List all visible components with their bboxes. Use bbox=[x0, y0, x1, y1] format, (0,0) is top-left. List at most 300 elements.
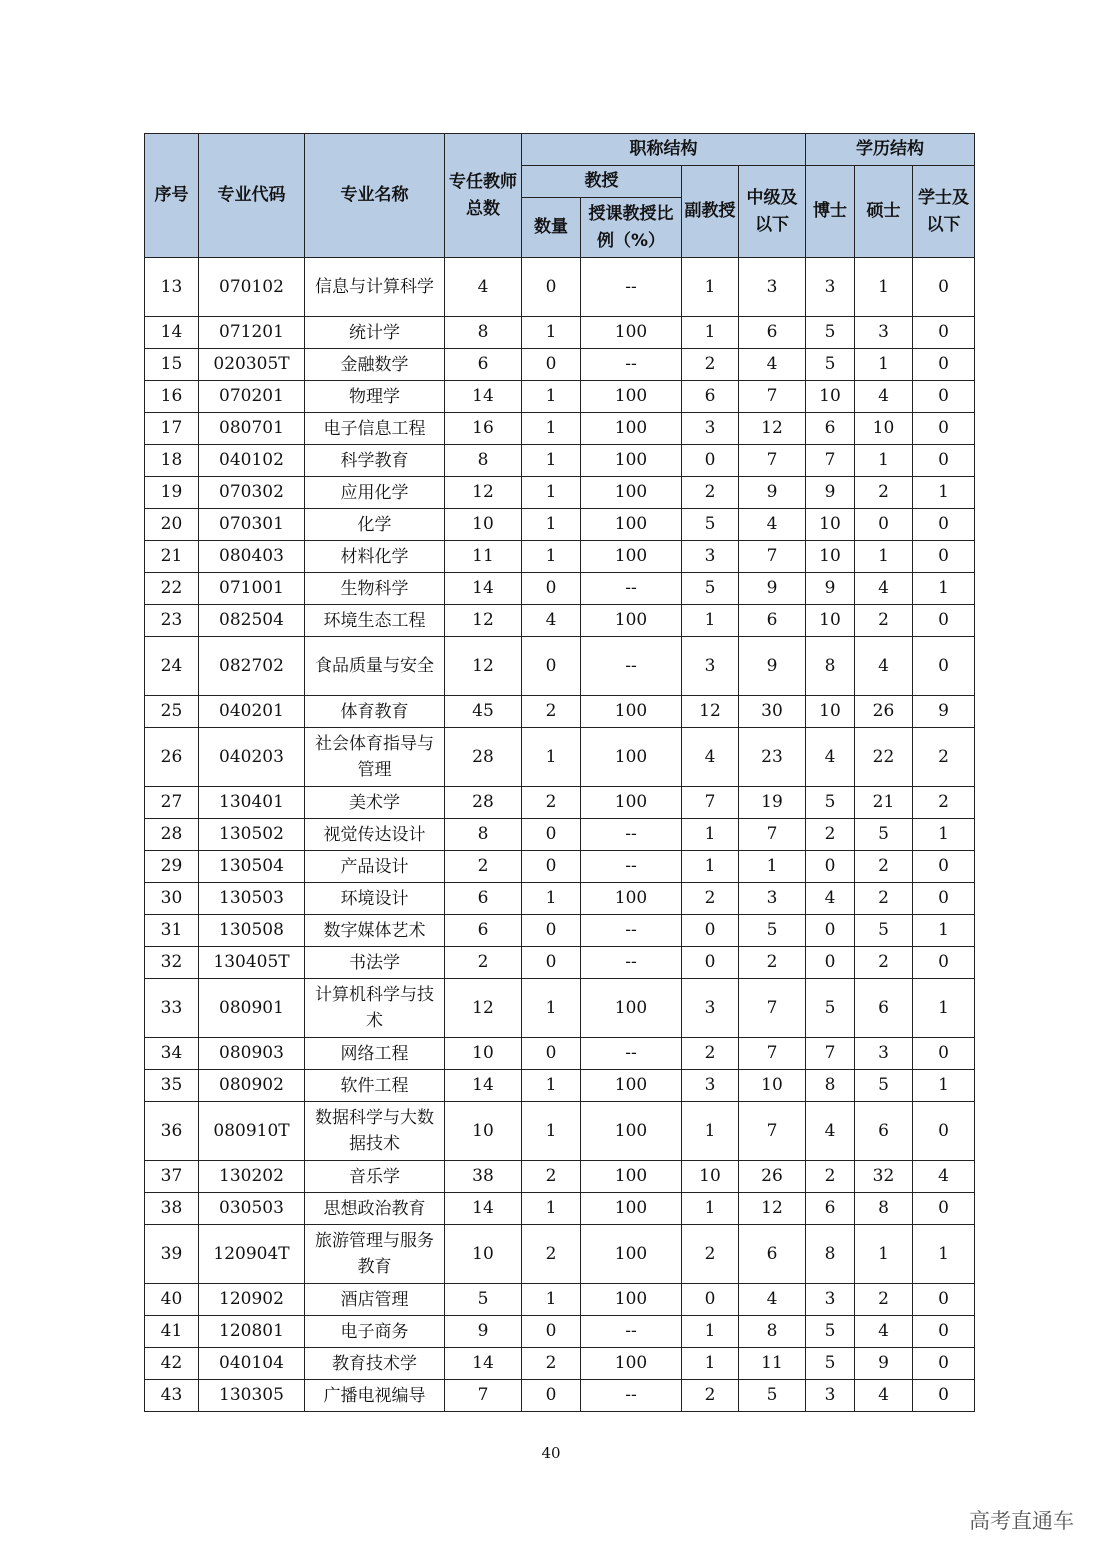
seq-cell: 29 bbox=[145, 851, 199, 883]
total-cell: 6 bbox=[445, 883, 522, 915]
master-cell: 3 bbox=[855, 1038, 913, 1070]
name-cell: 音乐学 bbox=[305, 1161, 445, 1193]
prof-count-cell: 2 bbox=[522, 787, 581, 819]
code-cell: 130508 bbox=[199, 915, 305, 947]
seq-cell: 30 bbox=[145, 883, 199, 915]
code-cell: 130305 bbox=[199, 1380, 305, 1412]
header-prof-ratio: 授课教授比例（%） bbox=[581, 198, 682, 258]
assoc-cell: 3 bbox=[682, 979, 739, 1038]
seq-cell: 15 bbox=[145, 349, 199, 381]
total-cell: 10 bbox=[445, 1038, 522, 1070]
total-cell: 10 bbox=[445, 509, 522, 541]
prof-ratio-cell: 100 bbox=[581, 381, 682, 413]
seq-cell: 17 bbox=[145, 413, 199, 445]
header-title-struct: 职称结构 bbox=[522, 134, 806, 166]
bachelor-cell: 0 bbox=[913, 1348, 975, 1380]
phd-cell: 5 bbox=[806, 1348, 855, 1380]
seq-cell: 20 bbox=[145, 509, 199, 541]
code-cell: 040201 bbox=[199, 696, 305, 728]
bachelor-cell: 0 bbox=[913, 851, 975, 883]
bachelor-cell: 0 bbox=[913, 317, 975, 349]
master-cell: 5 bbox=[855, 915, 913, 947]
prof-ratio-cell: 100 bbox=[581, 445, 682, 477]
prof-ratio-cell: -- bbox=[581, 637, 682, 696]
prof-count-cell: 1 bbox=[522, 445, 581, 477]
seq-cell: 21 bbox=[145, 541, 199, 573]
code-cell: 130202 bbox=[199, 1161, 305, 1193]
name-cell: 金融数学 bbox=[305, 349, 445, 381]
code-cell: 040104 bbox=[199, 1348, 305, 1380]
header-prof-count: 数量 bbox=[522, 198, 581, 258]
bachelor-cell: 0 bbox=[913, 258, 975, 317]
total-cell: 10 bbox=[445, 1225, 522, 1284]
prof-ratio-cell: -- bbox=[581, 819, 682, 851]
assoc-cell: 1 bbox=[682, 851, 739, 883]
master-cell: 1 bbox=[855, 258, 913, 317]
table-row bbox=[145, 413, 975, 445]
bachelor-cell: 0 bbox=[913, 509, 975, 541]
bachelor-cell: 0 bbox=[913, 1193, 975, 1225]
phd-cell: 4 bbox=[806, 728, 855, 787]
phd-cell: 10 bbox=[806, 381, 855, 413]
code-cell: 040102 bbox=[199, 445, 305, 477]
assoc-cell: 3 bbox=[682, 541, 739, 573]
mid-cell: 26 bbox=[739, 1161, 806, 1193]
code-cell: 080701 bbox=[199, 413, 305, 445]
prof-count-cell: 1 bbox=[522, 979, 581, 1038]
assoc-cell: 2 bbox=[682, 349, 739, 381]
table-row bbox=[145, 637, 975, 696]
total-cell: 12 bbox=[445, 477, 522, 509]
master-cell: 2 bbox=[855, 605, 913, 637]
seq-cell: 31 bbox=[145, 915, 199, 947]
prof-count-cell: 0 bbox=[522, 258, 581, 317]
table-row bbox=[145, 1193, 975, 1225]
prof-count-cell: 1 bbox=[522, 1193, 581, 1225]
master-cell: 26 bbox=[855, 696, 913, 728]
seq-cell: 14 bbox=[145, 317, 199, 349]
total-cell: 10 bbox=[445, 1102, 522, 1161]
prof-count-cell: 0 bbox=[522, 1038, 581, 1070]
mid-cell: 7 bbox=[739, 1038, 806, 1070]
code-cell: 120904T bbox=[199, 1225, 305, 1284]
table-row bbox=[145, 979, 975, 1038]
master-cell: 3 bbox=[855, 317, 913, 349]
name-cell: 化学 bbox=[305, 509, 445, 541]
mid-cell: 12 bbox=[739, 1193, 806, 1225]
prof-count-cell: 0 bbox=[522, 947, 581, 979]
prof-ratio-cell: 100 bbox=[581, 477, 682, 509]
total-cell: 6 bbox=[445, 915, 522, 947]
phd-cell: 6 bbox=[806, 1193, 855, 1225]
assoc-cell: 1 bbox=[682, 605, 739, 637]
seq-cell: 37 bbox=[145, 1161, 199, 1193]
assoc-cell: 1 bbox=[682, 819, 739, 851]
bachelor-cell: 0 bbox=[913, 445, 975, 477]
table-row bbox=[145, 1284, 975, 1316]
header-name: 专业名称 bbox=[305, 134, 445, 258]
code-cell: 080403 bbox=[199, 541, 305, 573]
page-number: 40 bbox=[541, 1444, 561, 1462]
total-cell: 14 bbox=[445, 1193, 522, 1225]
header-bachelor: 学士及以下 bbox=[913, 166, 975, 258]
table-row bbox=[145, 445, 975, 477]
header-master: 硕士 bbox=[855, 166, 913, 258]
bachelor-cell: 2 bbox=[913, 787, 975, 819]
total-cell: 45 bbox=[445, 696, 522, 728]
code-cell: 080901 bbox=[199, 979, 305, 1038]
mid-cell: 3 bbox=[739, 258, 806, 317]
mid-cell: 9 bbox=[739, 573, 806, 605]
table-body bbox=[145, 258, 975, 1412]
bachelor-cell: 1 bbox=[913, 819, 975, 851]
total-cell: 38 bbox=[445, 1161, 522, 1193]
prof-count-cell: 0 bbox=[522, 349, 581, 381]
table-row bbox=[145, 1070, 975, 1102]
bachelor-cell: 9 bbox=[913, 696, 975, 728]
bachelor-cell: 0 bbox=[913, 1038, 975, 1070]
mid-cell: 7 bbox=[739, 979, 806, 1038]
name-cell: 数据科学与大数据技术 bbox=[305, 1102, 445, 1161]
name-cell: 软件工程 bbox=[305, 1070, 445, 1102]
assoc-cell: 1 bbox=[682, 1348, 739, 1380]
prof-ratio-cell: 100 bbox=[581, 1348, 682, 1380]
prof-count-cell: 1 bbox=[522, 381, 581, 413]
seq-cell: 18 bbox=[145, 445, 199, 477]
assoc-cell: 2 bbox=[682, 883, 739, 915]
assoc-cell: 3 bbox=[682, 1070, 739, 1102]
seq-cell: 25 bbox=[145, 696, 199, 728]
phd-cell: 0 bbox=[806, 947, 855, 979]
mid-cell: 7 bbox=[739, 445, 806, 477]
mid-cell: 6 bbox=[739, 1225, 806, 1284]
name-cell: 社会体育指导与管理 bbox=[305, 728, 445, 787]
phd-cell: 5 bbox=[806, 787, 855, 819]
seq-cell: 34 bbox=[145, 1038, 199, 1070]
total-cell: 28 bbox=[445, 787, 522, 819]
table-row bbox=[145, 477, 975, 509]
table-row bbox=[145, 915, 975, 947]
bachelor-cell: 0 bbox=[913, 1284, 975, 1316]
master-cell: 9 bbox=[855, 1348, 913, 1380]
phd-cell: 10 bbox=[806, 509, 855, 541]
phd-cell: 8 bbox=[806, 1070, 855, 1102]
master-cell: 6 bbox=[855, 1102, 913, 1161]
phd-cell: 10 bbox=[806, 696, 855, 728]
prof-ratio-cell: -- bbox=[581, 1038, 682, 1070]
seq-cell: 33 bbox=[145, 979, 199, 1038]
prof-ratio-cell: 100 bbox=[581, 317, 682, 349]
code-cell: 070201 bbox=[199, 381, 305, 413]
total-cell: 8 bbox=[445, 445, 522, 477]
master-cell: 4 bbox=[855, 573, 913, 605]
bachelor-cell: 1 bbox=[913, 477, 975, 509]
code-cell: 030503 bbox=[199, 1193, 305, 1225]
mid-cell: 4 bbox=[739, 1284, 806, 1316]
seq-cell: 27 bbox=[145, 787, 199, 819]
prof-count-cell: 0 bbox=[522, 573, 581, 605]
assoc-cell: 1 bbox=[682, 1193, 739, 1225]
name-cell: 统计学 bbox=[305, 317, 445, 349]
prof-count-cell: 0 bbox=[522, 819, 581, 851]
prof-ratio-cell: -- bbox=[581, 947, 682, 979]
table-row bbox=[145, 317, 975, 349]
code-cell: 080902 bbox=[199, 1070, 305, 1102]
name-cell: 产品设计 bbox=[305, 851, 445, 883]
mid-cell: 30 bbox=[739, 696, 806, 728]
phd-cell: 5 bbox=[806, 349, 855, 381]
assoc-cell: 10 bbox=[682, 1161, 739, 1193]
table-row bbox=[145, 1380, 975, 1412]
name-cell: 美术学 bbox=[305, 787, 445, 819]
bachelor-cell: 1 bbox=[913, 979, 975, 1038]
assoc-cell: 0 bbox=[682, 915, 739, 947]
phd-cell: 10 bbox=[806, 541, 855, 573]
name-cell: 生物科学 bbox=[305, 573, 445, 605]
bachelor-cell: 0 bbox=[913, 349, 975, 381]
name-cell: 教育技术学 bbox=[305, 1348, 445, 1380]
header-phd: 博士 bbox=[806, 166, 855, 258]
bachelor-cell: 1 bbox=[913, 915, 975, 947]
phd-cell: 7 bbox=[806, 1038, 855, 1070]
master-cell: 2 bbox=[855, 1284, 913, 1316]
assoc-cell: 0 bbox=[682, 445, 739, 477]
seq-cell: 40 bbox=[145, 1284, 199, 1316]
seq-cell: 38 bbox=[145, 1193, 199, 1225]
assoc-cell: 4 bbox=[682, 728, 739, 787]
seq-cell: 26 bbox=[145, 728, 199, 787]
name-cell: 环境生态工程 bbox=[305, 605, 445, 637]
total-cell: 2 bbox=[445, 851, 522, 883]
mid-cell: 3 bbox=[739, 883, 806, 915]
bachelor-cell: 1 bbox=[913, 1225, 975, 1284]
master-cell: 6 bbox=[855, 979, 913, 1038]
assoc-cell: 0 bbox=[682, 947, 739, 979]
name-cell: 广播电视编导 bbox=[305, 1380, 445, 1412]
phd-cell: 7 bbox=[806, 445, 855, 477]
prof-ratio-cell: 100 bbox=[581, 883, 682, 915]
prof-ratio-cell: 100 bbox=[581, 1193, 682, 1225]
phd-cell: 5 bbox=[806, 317, 855, 349]
code-cell: 070302 bbox=[199, 477, 305, 509]
mid-cell: 9 bbox=[739, 477, 806, 509]
prof-ratio-cell: 100 bbox=[581, 1102, 682, 1161]
code-cell: 130502 bbox=[199, 819, 305, 851]
code-cell: 070301 bbox=[199, 509, 305, 541]
name-cell: 视觉传达设计 bbox=[305, 819, 445, 851]
seq-cell: 19 bbox=[145, 477, 199, 509]
assoc-cell: 2 bbox=[682, 477, 739, 509]
assoc-cell: 1 bbox=[682, 317, 739, 349]
table-row bbox=[145, 605, 975, 637]
prof-count-cell: 1 bbox=[522, 413, 581, 445]
total-cell: 14 bbox=[445, 381, 522, 413]
seq-cell: 32 bbox=[145, 947, 199, 979]
bachelor-cell: 2 bbox=[913, 728, 975, 787]
assoc-cell: 2 bbox=[682, 1380, 739, 1412]
total-cell: 16 bbox=[445, 413, 522, 445]
table-row bbox=[145, 258, 975, 317]
table-row bbox=[145, 947, 975, 979]
table-row bbox=[145, 819, 975, 851]
master-cell: 5 bbox=[855, 819, 913, 851]
header-seq: 序号 bbox=[145, 134, 199, 258]
total-cell: 8 bbox=[445, 819, 522, 851]
table-row bbox=[145, 541, 975, 573]
prof-count-cell: 4 bbox=[522, 605, 581, 637]
seq-cell: 13 bbox=[145, 258, 199, 317]
assoc-cell: 1 bbox=[682, 1102, 739, 1161]
table-row bbox=[145, 381, 975, 413]
phd-cell: 9 bbox=[806, 477, 855, 509]
name-cell: 思想政治教育 bbox=[305, 1193, 445, 1225]
phd-cell: 10 bbox=[806, 605, 855, 637]
seq-cell: 39 bbox=[145, 1225, 199, 1284]
prof-count-cell: 0 bbox=[522, 915, 581, 947]
name-cell: 书法学 bbox=[305, 947, 445, 979]
table-header bbox=[145, 134, 975, 258]
prof-ratio-cell: 100 bbox=[581, 1070, 682, 1102]
prof-ratio-cell: 100 bbox=[581, 413, 682, 445]
table-row bbox=[145, 883, 975, 915]
prof-ratio-cell: 100 bbox=[581, 1161, 682, 1193]
mid-cell: 2 bbox=[739, 947, 806, 979]
table-row bbox=[145, 573, 975, 605]
assoc-cell: 2 bbox=[682, 1225, 739, 1284]
table-row bbox=[145, 851, 975, 883]
table-row bbox=[145, 1102, 975, 1161]
bachelor-cell: 0 bbox=[913, 541, 975, 573]
mid-cell: 4 bbox=[739, 509, 806, 541]
bachelor-cell: 0 bbox=[913, 637, 975, 696]
prof-ratio-cell: 100 bbox=[581, 541, 682, 573]
name-cell: 信息与计算科学 bbox=[305, 258, 445, 317]
assoc-cell: 1 bbox=[682, 1316, 739, 1348]
mid-cell: 11 bbox=[739, 1348, 806, 1380]
assoc-cell: 6 bbox=[682, 381, 739, 413]
master-cell: 2 bbox=[855, 883, 913, 915]
code-cell: 071201 bbox=[199, 317, 305, 349]
prof-count-cell: 1 bbox=[522, 509, 581, 541]
mid-cell: 7 bbox=[739, 819, 806, 851]
master-cell: 2 bbox=[855, 477, 913, 509]
code-cell: 120801 bbox=[199, 1316, 305, 1348]
total-cell: 12 bbox=[445, 979, 522, 1038]
master-cell: 4 bbox=[855, 1380, 913, 1412]
total-cell: 6 bbox=[445, 349, 522, 381]
name-cell: 电子商务 bbox=[305, 1316, 445, 1348]
bachelor-cell: 0 bbox=[913, 381, 975, 413]
code-cell: 120902 bbox=[199, 1284, 305, 1316]
code-cell: 130401 bbox=[199, 787, 305, 819]
faculty-table bbox=[144, 133, 975, 1412]
header-mid: 中级及以下 bbox=[739, 166, 806, 258]
seq-cell: 35 bbox=[145, 1070, 199, 1102]
assoc-cell: 5 bbox=[682, 509, 739, 541]
master-cell: 1 bbox=[855, 349, 913, 381]
prof-count-cell: 1 bbox=[522, 477, 581, 509]
prof-count-cell: 1 bbox=[522, 728, 581, 787]
master-cell: 4 bbox=[855, 381, 913, 413]
prof-ratio-cell: -- bbox=[581, 349, 682, 381]
assoc-cell: 12 bbox=[682, 696, 739, 728]
name-cell: 网络工程 bbox=[305, 1038, 445, 1070]
prof-count-cell: 1 bbox=[522, 1102, 581, 1161]
code-cell: 080903 bbox=[199, 1038, 305, 1070]
mid-cell: 7 bbox=[739, 541, 806, 573]
phd-cell: 8 bbox=[806, 637, 855, 696]
prof-count-cell: 1 bbox=[522, 541, 581, 573]
prof-ratio-cell: -- bbox=[581, 1316, 682, 1348]
bachelor-cell: 1 bbox=[913, 573, 975, 605]
code-cell: 020305T bbox=[199, 349, 305, 381]
master-cell: 4 bbox=[855, 637, 913, 696]
phd-cell: 0 bbox=[806, 851, 855, 883]
code-cell: 082504 bbox=[199, 605, 305, 637]
master-cell: 0 bbox=[855, 509, 913, 541]
bachelor-cell: 0 bbox=[913, 1380, 975, 1412]
phd-cell: 8 bbox=[806, 1225, 855, 1284]
total-cell: 14 bbox=[445, 1348, 522, 1380]
code-cell: 070102 bbox=[199, 258, 305, 317]
name-cell: 计算机科学与技术 bbox=[305, 979, 445, 1038]
name-cell: 科学教育 bbox=[305, 445, 445, 477]
phd-cell: 3 bbox=[806, 1380, 855, 1412]
bachelor-cell: 0 bbox=[913, 947, 975, 979]
master-cell: 1 bbox=[855, 1225, 913, 1284]
mid-cell: 7 bbox=[739, 381, 806, 413]
phd-cell: 3 bbox=[806, 1284, 855, 1316]
mid-cell: 6 bbox=[739, 605, 806, 637]
assoc-cell: 1 bbox=[682, 258, 739, 317]
master-cell: 2 bbox=[855, 947, 913, 979]
prof-count-cell: 1 bbox=[522, 883, 581, 915]
phd-cell: 2 bbox=[806, 819, 855, 851]
code-cell: 130504 bbox=[199, 851, 305, 883]
prof-count-cell: 2 bbox=[522, 1161, 581, 1193]
prof-ratio-cell: 100 bbox=[581, 1225, 682, 1284]
code-cell: 080910T bbox=[199, 1102, 305, 1161]
code-cell: 130503 bbox=[199, 883, 305, 915]
total-cell: 4 bbox=[445, 258, 522, 317]
bachelor-cell: 1 bbox=[913, 1070, 975, 1102]
seq-cell: 24 bbox=[145, 637, 199, 696]
name-cell: 食品质量与安全 bbox=[305, 637, 445, 696]
seq-cell: 36 bbox=[145, 1102, 199, 1161]
code-cell: 040203 bbox=[199, 728, 305, 787]
table-row bbox=[145, 1316, 975, 1348]
master-cell: 1 bbox=[855, 445, 913, 477]
prof-ratio-cell: -- bbox=[581, 573, 682, 605]
phd-cell: 6 bbox=[806, 413, 855, 445]
prof-count-cell: 2 bbox=[522, 1348, 581, 1380]
name-cell: 体育教育 bbox=[305, 696, 445, 728]
name-cell: 材料化学 bbox=[305, 541, 445, 573]
code-cell: 130405T bbox=[199, 947, 305, 979]
prof-ratio-cell: 100 bbox=[581, 696, 682, 728]
mid-cell: 12 bbox=[739, 413, 806, 445]
code-cell: 071001 bbox=[199, 573, 305, 605]
mid-cell: 19 bbox=[739, 787, 806, 819]
master-cell: 10 bbox=[855, 413, 913, 445]
total-cell: 28 bbox=[445, 728, 522, 787]
prof-count-cell: 2 bbox=[522, 1225, 581, 1284]
mid-cell: 6 bbox=[739, 317, 806, 349]
mid-cell: 1 bbox=[739, 851, 806, 883]
name-cell: 物理学 bbox=[305, 381, 445, 413]
prof-count-cell: 1 bbox=[522, 317, 581, 349]
total-cell: 14 bbox=[445, 1070, 522, 1102]
